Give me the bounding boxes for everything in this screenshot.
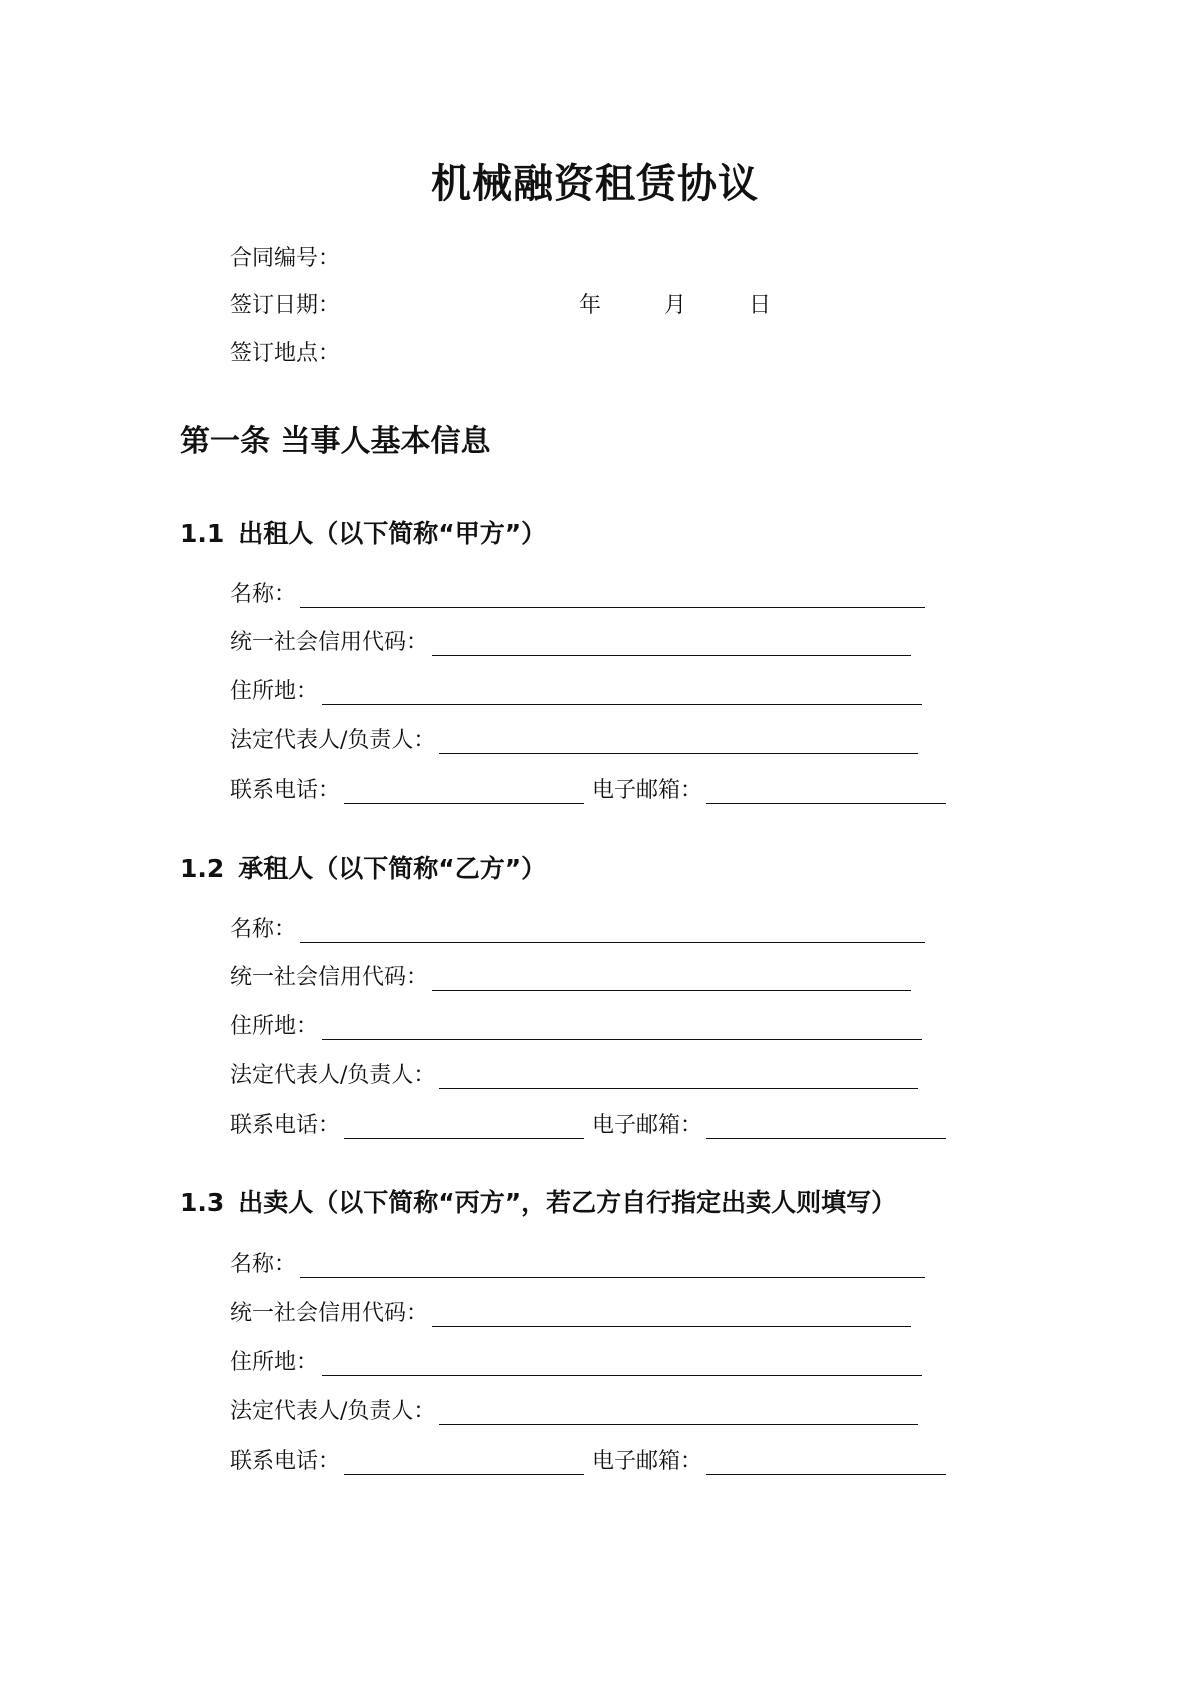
field-label: 法定代表人/负责人： <box>230 728 436 753</box>
field-label: 联系电话： <box>230 778 341 803</box>
section-1-3-heading <box>180 1187 896 1219</box>
lessee-contact-field <box>230 1111 946 1141</box>
contract-no-label: 合同编号： <box>230 246 341 271</box>
field-label: 法定代表人/负责人： <box>230 1399 436 1424</box>
lessee-name-field <box>230 915 925 945</box>
year-label: 年 <box>579 293 602 318</box>
field-label: 法定代表人/负责人： <box>230 1063 436 1088</box>
field-label: 住所地： <box>230 1014 319 1039</box>
field-label: 名称： <box>230 1252 297 1277</box>
section-number: 1.3 <box>180 1188 225 1217</box>
seller-contact-field <box>230 1447 946 1477</box>
lessee-address-field <box>230 1012 922 1042</box>
lessor-address-blank[interactable] <box>322 682 922 705</box>
article-1-heading: 第一条 当事人基本信息 <box>180 424 491 459</box>
lessor-name-field <box>230 580 925 610</box>
field-label: 统一社会信用代码： <box>230 965 429 990</box>
sign-place-field <box>230 339 340 369</box>
seller-credit-code-blank[interactable] <box>432 1304 911 1327</box>
lessor-phone-blank[interactable] <box>344 781 584 804</box>
section-title: 出租人（以下简称“甲方”） <box>238 519 547 548</box>
day-label: 日 <box>749 293 772 318</box>
seller-phone-blank[interactable] <box>344 1452 584 1475</box>
seller-address-field <box>230 1348 922 1378</box>
sign-place-label: 签订地点： <box>230 341 341 366</box>
section-title: 出卖人（以下简称“丙方”，若乙方自行指定出卖人则填写） <box>238 1188 897 1217</box>
field-label: 住所地： <box>230 1350 319 1375</box>
lessor-name-blank[interactable] <box>300 585 925 608</box>
field-label: 联系电话： <box>230 1113 341 1138</box>
lessor-representative-field <box>230 726 918 756</box>
lessee-address-blank[interactable] <box>322 1017 922 1040</box>
month-label: 月 <box>664 293 687 318</box>
seller-address-blank[interactable] <box>322 1353 922 1376</box>
field-label: 电子邮箱： <box>592 1113 703 1138</box>
lessor-address-field <box>230 677 922 707</box>
section-number: 1.2 <box>180 854 225 883</box>
lessee-credit-code-field <box>230 963 911 993</box>
section-1-2-heading <box>180 853 546 885</box>
lessor-email-blank[interactable] <box>706 781 946 804</box>
contract-no-field <box>230 244 340 274</box>
seller-representative-blank[interactable] <box>439 1402 918 1425</box>
field-label: 联系电话： <box>230 1449 341 1474</box>
field-label: 电子邮箱： <box>592 778 703 803</box>
lessor-contact-field <box>230 776 946 806</box>
sign-date-field <box>230 291 830 321</box>
field-label: 名称： <box>230 917 297 942</box>
seller-email-blank[interactable] <box>706 1452 946 1475</box>
lessee-credit-code-blank[interactable] <box>432 968 911 991</box>
lessor-credit-code-blank[interactable] <box>432 633 911 656</box>
sign-date-label: 签订日期： <box>230 293 341 318</box>
lessee-email-blank[interactable] <box>706 1116 946 1139</box>
document-title: 机械融资租赁协议 <box>431 161 759 207</box>
field-label: 统一社会信用代码： <box>230 630 429 655</box>
section-1-1-heading <box>180 518 546 550</box>
seller-representative-field <box>230 1397 918 1427</box>
lessor-representative-blank[interactable] <box>439 731 918 754</box>
field-label: 统一社会信用代码： <box>230 1301 429 1326</box>
lessee-name-blank[interactable] <box>300 920 925 943</box>
field-label: 电子邮箱： <box>592 1449 703 1474</box>
lessee-representative-field <box>230 1061 918 1091</box>
section-number: 1.1 <box>180 519 225 548</box>
lessor-credit-code-field <box>230 628 911 658</box>
lessee-representative-blank[interactable] <box>439 1066 918 1089</box>
section-title: 承租人（以下简称“乙方”） <box>238 854 547 883</box>
seller-credit-code-field <box>230 1299 911 1329</box>
seller-name-field <box>230 1250 925 1280</box>
field-label: 名称： <box>230 582 297 607</box>
lessee-phone-blank[interactable] <box>344 1116 584 1139</box>
field-label: 住所地： <box>230 679 319 704</box>
seller-name-blank[interactable] <box>300 1255 925 1278</box>
